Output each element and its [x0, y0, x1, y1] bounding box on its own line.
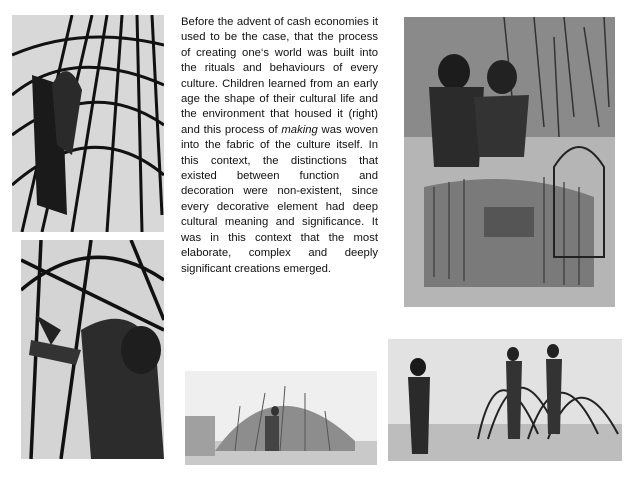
article-text [181, 15, 378, 277]
photo-woman-tying-frame [21, 240, 164, 459]
article-text-emphasis: making [281, 123, 318, 136]
photo-dome-hut [185, 371, 377, 465]
article-text-part-2: was woven into the fabric of the culture itself. In this context, the distinctions that existed between function and decoration were non-existent, since every decorative element had deep cultural meaning and significance. It was in this context that the most elaborate, complex and deeply significant creations emerged. [181, 123, 379, 275]
photo-children-building-models [404, 17, 615, 307]
photo-figures-with-frames [388, 339, 622, 461]
photo-hut-frame-interior [12, 15, 164, 232]
article-text-part-1: Before the advent of cash economies it used to be the case, that the process of creating one‘s world was built into the rituals and behaviours of every culture. Children learned from an early age the shape of their cultural life and the environment that housed it (right) and this process of [181, 16, 378, 136]
